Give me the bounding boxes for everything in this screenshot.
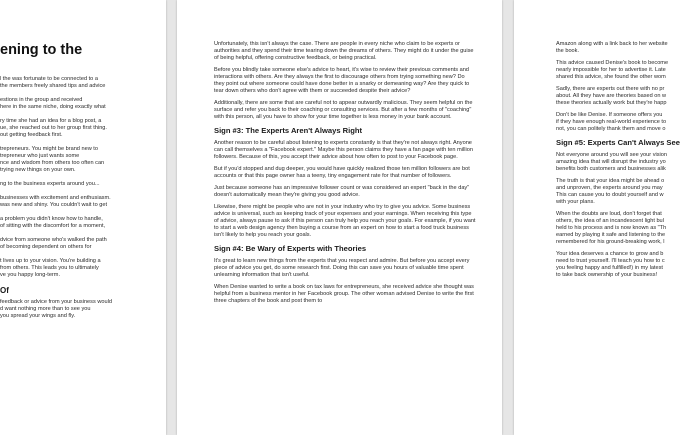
text-fragment: feedback or advice from your business would d want nothing more than to see you you spread your wings and fly.	[0, 299, 112, 319]
page-right-content	[556, 41, 684, 284]
text-fragment: a problem you didn't know how to handle, of sitting with the discomfort for a moment,	[0, 216, 106, 229]
page-left-content	[0, 0, 160, 327]
document-page-right	[514, 0, 684, 435]
paragraph: Sadly, there are experts out there with no pr about. All they have are theories based on w these theories actually work but they're happ	[556, 86, 667, 106]
text-fragment: l the was fortunate to be connected to a the members freely shared tips and advice	[0, 76, 106, 89]
text-fragment: trepreneurs. You might be brand new to trepreneur who just wants some nce and wisdom from others too often can trying new things on your own.	[0, 146, 105, 173]
paragraph: Amazon along with a link back to her website the book.	[556, 41, 668, 54]
paragraph: Before you blindly take someone else's advice to heart, it's wise to review their previous comments and interactions with others. Are they always the first to discourage others from trying something new? Do they point out where someone could have done better in a snarky or demeaning way? Are they quick to tear down others who don't agree with them or succeeded despite their advice?	[214, 67, 470, 94]
paragraph: Not everyone around you will see your vision amazing idea that will disrupt the industry yo benefits both customers and businesses alik	[556, 152, 668, 172]
document-page-center	[177, 0, 502, 435]
paragraph: Likewise, there might be people who are not in your industry who try to give you advice. Some business advice is universal, such as keeping track of your expenses and your earnings. When receiving this type of advice, always pause to ask if this person can truly help you reach your goals. For example, if you want to start a web design agency then buying a course from an expert on how to start a food truck business isn't likely to help you reach your goals.	[214, 204, 476, 238]
paragraph: When the doubts are loud, don't forget that others, the idea of an incandescent light bul held to his process and is now known as "Th earned by playing it safe and listening to the remembered for his ground-breaking work, l	[556, 211, 667, 245]
document-page-left	[0, 0, 166, 435]
paragraph: When Denise wanted to write a book on tax laws for entrepreneurs, she received advice she thought was helpful from a business mentor in her Facebook group. The other woman advised Denise to write the first three chapters of the book and post them to	[214, 284, 474, 304]
paragraph: Just because someone has an impressive follower count or was considered an expert "back in the day" doesn't automatically mean they're giving you good advice.	[214, 185, 470, 198]
text-fragment: businesses with excitement and enthusiasm. was new and shiny. You couldn't wait to get	[0, 195, 111, 208]
section-heading: Sign #4: Be Wary of Experts with Theories	[214, 244, 367, 253]
text-fragment: ng to the business experts around you...	[0, 181, 100, 187]
paragraph: But if you'd stopped and dug deeper, you would have quickly realized those ten million followers are bot accounts or that this page owner has a teeny, tiny engagement rate for that number of followers.	[214, 166, 470, 179]
paragraph: Another reason to be careful about listening to experts constantly is that they're not always right. Anyone can call themselves a "Facebook expert." Maybe this person claims they have a fan page with ten million followers. Because of this, you accept their advice about how often to post to your Facebook page.	[214, 140, 473, 160]
left-trailing-fragments	[0, 299, 160, 320]
text-fragment: estions in the group and received here in the same niche, doing exactly what	[0, 97, 106, 110]
paragraph: It's great to learn new things from the experts that you respect and admire. But before you accept every piece of advice you get, do some research first. Doing this can save you hours of valuable time spent unlearning information that isn't useful.	[214, 258, 470, 278]
paragraph: Additionally, there are some that are careful not to appear outwardly malicious. They seem helpful on the surface and refer you back to their coaching or consulting services. But after a few months of "coaching" with this person, all you have to show for your time together is less money in your bank account.	[214, 100, 473, 120]
paragraph: Unfortunately, this isn't always the case. There are people in every niche who claim to be experts or authorities and they spend their time tearing down the dreams of others. They might do it under the guise of being helpful, offering constructive feedback, or being practical.	[214, 41, 474, 61]
left-subheading: Of	[0, 286, 9, 295]
left-fragments	[0, 76, 160, 279]
paragraph: The truth is that your idea might be ahead o and unproven, the experts around you may This can cause you to doubt yourself and w with your plans.	[556, 178, 665, 205]
chapter-heading: ening to the	[0, 42, 83, 58]
paragraph: This advice caused Denise's book to become nearly impossible for her to advertise it. Late shared this advice, she found the other wom	[556, 60, 669, 80]
paragraph: Your idea deserves a chance to grow and b need to trust yourself. I'll teach you how to c you feeling happy and fulfilled!) in my latest to take back ownership of your business!	[556, 251, 665, 278]
paragraph: Don't be like Denise. If someone offers you if they have enough real-world experience to not, you can politely thank them and move o	[556, 112, 667, 132]
text-fragment: ry time she had an idea for a blog post, a ue, she reached out to her group first thing. out getting feedback first.	[0, 118, 107, 138]
section-heading: Sign #3: The Experts Aren't Always Right	[214, 126, 363, 135]
section-heading: Sign #5: Experts Can't Always See	[556, 138, 680, 147]
page-center-content	[214, 41, 476, 310]
text-fragment: t lives up to your vision. You're building a from others. This leads you to ultimately ve you happy long-term.	[0, 258, 101, 278]
text-fragment: dvice from someone who's walked the path of becoming dependent on others for	[0, 237, 107, 250]
